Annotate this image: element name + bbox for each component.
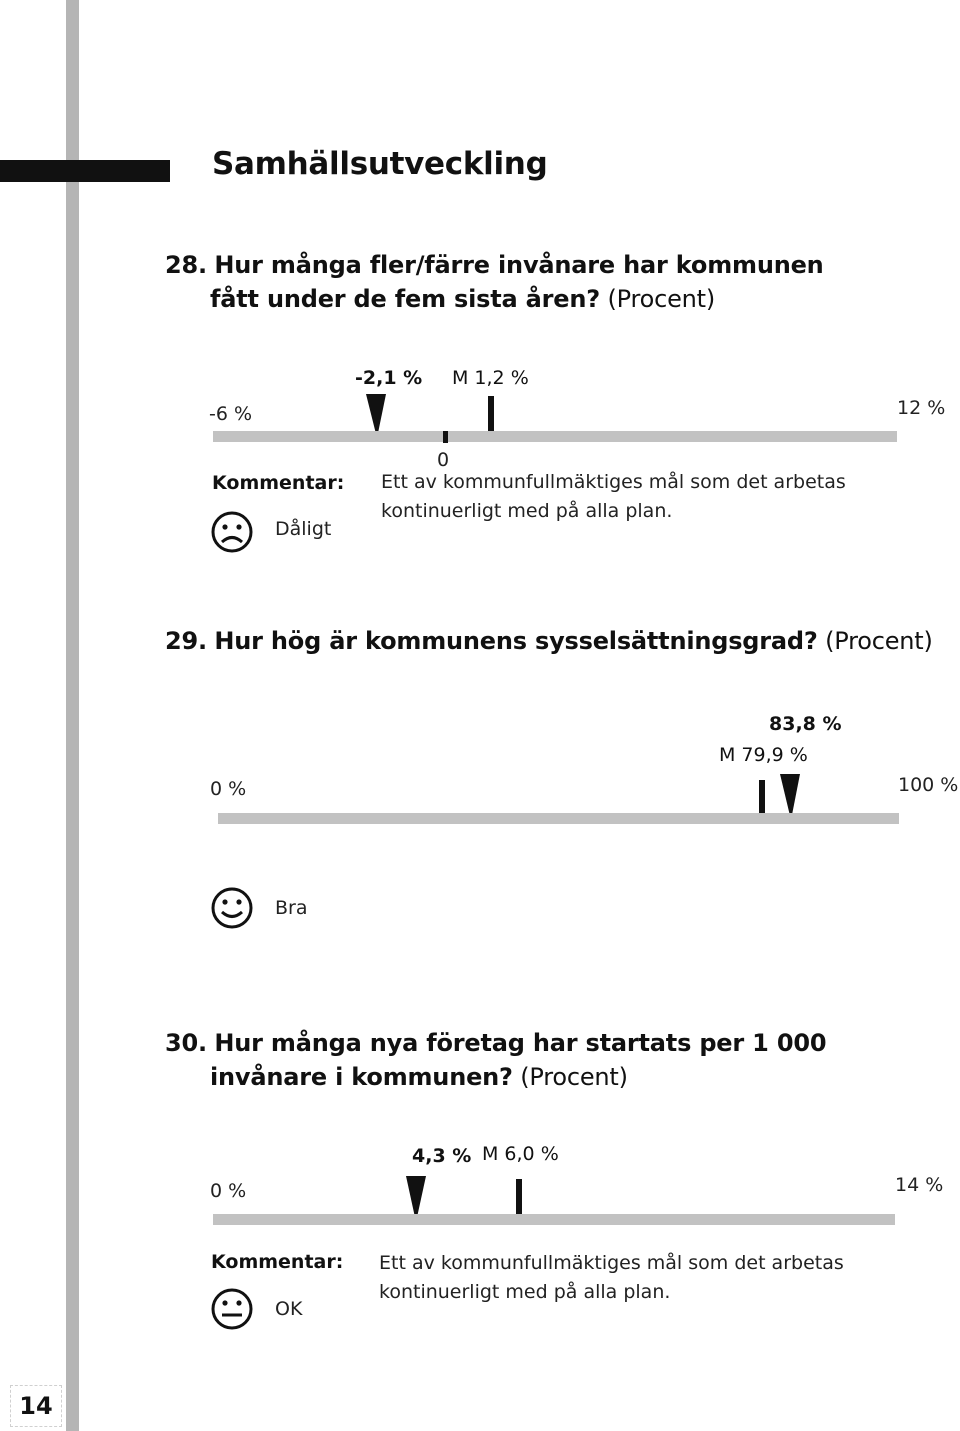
comment-label: Kommentar:	[212, 472, 345, 494]
question-text-line1: Hur många nya företag har startats per 1 000	[214, 1029, 827, 1057]
zero-label: 0	[437, 449, 450, 471]
question-number: 28.	[165, 251, 207, 279]
scale-track	[213, 1214, 895, 1225]
comment-text	[381, 468, 846, 526]
question-unit: (Procent)	[607, 285, 716, 313]
zero-tick	[443, 431, 448, 443]
section-bar	[0, 160, 170, 182]
rating-text: Bra	[275, 897, 308, 919]
value-label: 83,8 %	[769, 713, 842, 735]
question-text-line1: Hur hög är kommunens sysselsättningsgrad?	[214, 627, 818, 655]
question-unit: (Procent)	[825, 627, 933, 655]
comment-line2: kontinuerligt med på alla plan.	[379, 1281, 671, 1303]
rating-text: OK	[275, 1298, 303, 1320]
scale-track	[213, 431, 897, 442]
scale-max-label: 14 %	[895, 1174, 944, 1196]
question-unit: (Procent)	[520, 1063, 628, 1091]
neutral-face-icon	[210, 1287, 254, 1331]
scale-min-label: -6 %	[209, 403, 253, 425]
question-text-line1: Hur många fler/färre invånare har kommunen	[214, 251, 824, 279]
scale-min-label: 0 %	[210, 778, 247, 800]
comment-line1: Ett av kommunfullmäktiges mål som det arbetas	[381, 471, 846, 493]
happy-face-icon	[210, 886, 254, 930]
question-30-title	[165, 1026, 826, 1094]
value-label: -2,1 %	[355, 367, 423, 389]
rating-text: Dåligt	[275, 518, 332, 540]
scale-max-label: 100 %	[898, 774, 959, 796]
question-text-line2: fått under de fem sista åren?	[210, 285, 600, 313]
scale-min-label: 0 %	[210, 1180, 247, 1202]
margin-rule	[66, 0, 79, 1431]
question-29-title	[165, 624, 933, 658]
comment-line2: kontinuerligt med på alla plan.	[381, 500, 673, 522]
comment-label: Kommentar:	[211, 1251, 344, 1273]
page-number: 14	[10, 1385, 62, 1427]
mean-label: M 79,9 %	[719, 744, 808, 766]
mean-tick	[516, 1179, 522, 1214]
question-number: 29.	[165, 627, 207, 655]
mean-label: M 6,0 %	[482, 1143, 559, 1165]
comment-line1: Ett av kommunfullmäktiges mål som det arbetas	[379, 1252, 844, 1274]
question-number: 30.	[165, 1029, 207, 1057]
mean-tick	[488, 396, 494, 431]
sad-face-icon	[210, 510, 254, 554]
mean-tick	[759, 780, 765, 813]
comment-text	[379, 1249, 844, 1307]
section-title: Samhällsutveckling	[212, 146, 548, 182]
question-28-title	[165, 248, 824, 316]
scale-max-label: 12 %	[897, 397, 946, 419]
scale-track	[218, 813, 899, 824]
mean-label: M 1,2 %	[452, 367, 529, 389]
value-label: 4,3 %	[412, 1145, 472, 1167]
question-text-line2: invånare i kommunen?	[210, 1063, 513, 1091]
